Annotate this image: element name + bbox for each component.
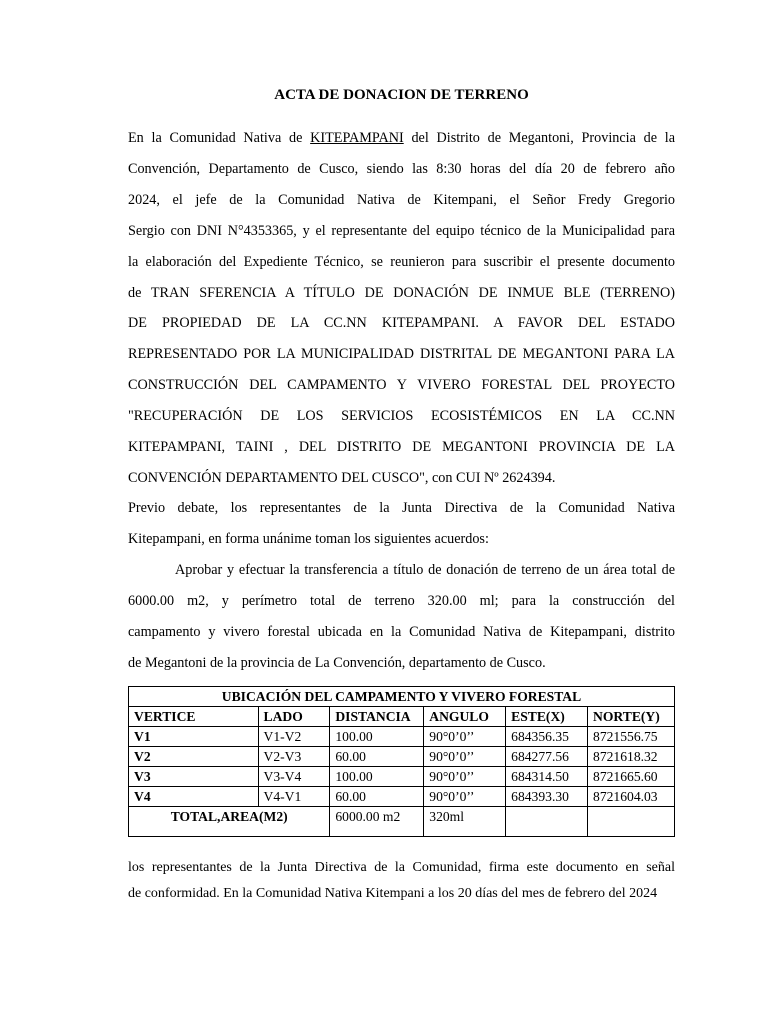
paragraph-line: CONVENCIÓN DEPARTAMENTO DEL CUSCO", con CUI Nº 2624394. [128, 469, 556, 486]
column-header: LADO [258, 707, 330, 727]
column-header: VERTICE [129, 707, 259, 727]
table-row [129, 787, 675, 807]
paragraph-debate [128, 493, 675, 555]
location-table [128, 686, 675, 837]
column-header: ESTE(X) [506, 707, 588, 727]
total-perimeter: 320ml [424, 807, 506, 837]
paragraph-line: Previo debate, los representantes de la Junta Directiva de la Comunidad Nativa [128, 500, 675, 516]
table-row [129, 767, 675, 787]
table-cell: 8721556.75 [588, 727, 675, 747]
paragraph-intro [128, 123, 675, 494]
community-name-underlined: KITEPAMPANI [310, 130, 404, 146]
table-cell-empty [588, 807, 675, 837]
table-cell: V1 [129, 727, 259, 747]
paragraph-line: En la Comunidad Nativa de KITEPAMPANI del Distrito de Megantoni, Provincia de la [128, 130, 676, 146]
table-cell: 8721604.03 [588, 787, 675, 807]
table-cell: 8721618.32 [588, 747, 675, 767]
table-row [129, 747, 675, 767]
total-area: 6000.00 m2 [330, 807, 424, 837]
table-cell: V1-V2 [258, 727, 330, 747]
column-header: NORTE(Y) [588, 707, 675, 727]
paragraph-line: Convención, Departamento de Cusco, siendo las 8:30 horas del día 20 de febrero año [128, 160, 675, 177]
table-cell: 60.00 [330, 787, 424, 807]
paragraph-line: 6000.00 m2, y perímetro total de terreno 320.00 ml; para la construcción del [128, 592, 675, 609]
paragraph-line: de TRAN SFERENCIA A TÍTULO DE DONACIÓN DE INMUE BLE (TERRENO) [128, 284, 675, 301]
paragraph-closing [128, 855, 675, 907]
document-title: ACTA DE DONACION DE TERRENO [274, 87, 529, 103]
table-cell: 684314.50 [506, 767, 588, 787]
paragraph-line: de Megantoni de la provincia de La Convención, departamento de Cusco. [128, 654, 546, 671]
table-cell: 8721665.60 [588, 767, 675, 787]
paragraph-line: KITEPAMPANI, TAINI , DEL DISTRITO DE MEGANTONI PROVINCIA DE LA [128, 439, 675, 456]
paragraph-line: los representantes de la Junta Directiva de la Comunidad, firma este documento en señal [128, 860, 675, 875]
table-cell: 684356.35 [506, 727, 588, 747]
table-total-row [129, 807, 675, 837]
paragraph-line: la elaboración del Expediente Técnico, se reunieron para suscribir el presente documento [128, 253, 675, 270]
table-cell: 684393.30 [506, 787, 588, 807]
table-cell-empty [506, 807, 588, 837]
paragraph-line: de conformidad. En la Comunidad Nativa Kitempani a los 20 días del mes de febrero del 2024 [128, 886, 658, 901]
table-header-row [129, 707, 675, 727]
paragraph-line: Kitepampani, en forma unánime toman los siguientes acuerdos: [128, 530, 489, 547]
paragraph-line: campamento y vivero forestal ubicada en la Comunidad Nativa de Kitepampani, distrito [128, 623, 675, 640]
paragraph-line: Aprobar y efectuar la transferencia a título de donación de terreno de un área total de [175, 562, 675, 578]
table-title: UBICACIÓN DEL CAMPAMENTO Y VIVERO FORESTAL [129, 687, 675, 707]
table-cell: 100.00 [330, 727, 424, 747]
table-cell: 90°0’0’’ [424, 727, 506, 747]
table-cell: 684277.56 [506, 747, 588, 767]
table-row [129, 727, 675, 747]
table-cell: V4-V1 [258, 787, 330, 807]
paragraph-line: 2024, el jefe de la Comunidad Nativa de Kitempani, el Señor Fredy Gregorio [128, 191, 675, 208]
table-cell: 90°0’0’’ [424, 787, 506, 807]
table-cell: V2-V3 [258, 747, 330, 767]
column-header: DISTANCIA [330, 707, 424, 727]
paragraph-line: DE PROPIEDAD DE LA CC.NN KITEPAMPANI. A FAVOR DEL ESTADO [128, 315, 675, 332]
table-cell: 100.00 [330, 767, 424, 787]
table-cell: V3 [129, 767, 259, 787]
paragraph-line: Sergio con DNI N°4353365, y el representante del equipo técnico de la Municipalidad para [128, 222, 675, 239]
table-cell: V3-V4 [258, 767, 330, 787]
column-header: ANGULO [424, 707, 506, 727]
table-cell: 60.00 [330, 747, 424, 767]
table-cell: 90°0’0’’ [424, 767, 506, 787]
paragraph-line: "RECUPERACIÓN DE LOS SERVICIOS ECOSISTÉMICOS EN LA CC.NN [128, 408, 675, 425]
total-label: TOTAL,AREA(M2) [129, 807, 330, 837]
table-cell: 90°0’0’’ [424, 747, 506, 767]
table-cell: V4 [129, 787, 259, 807]
paragraph-line: REPRESENTADO POR LA MUNICIPALIDAD DISTRITAL DE MEGANTONI PARA LA [128, 346, 675, 363]
paragraph-line: CONSTRUCCIÓN DEL CAMPAMENTO Y VIVERO FORESTAL DEL PROYECTO [128, 377, 675, 394]
table-cell: V2 [129, 747, 259, 767]
paragraph-agreement [128, 555, 675, 679]
